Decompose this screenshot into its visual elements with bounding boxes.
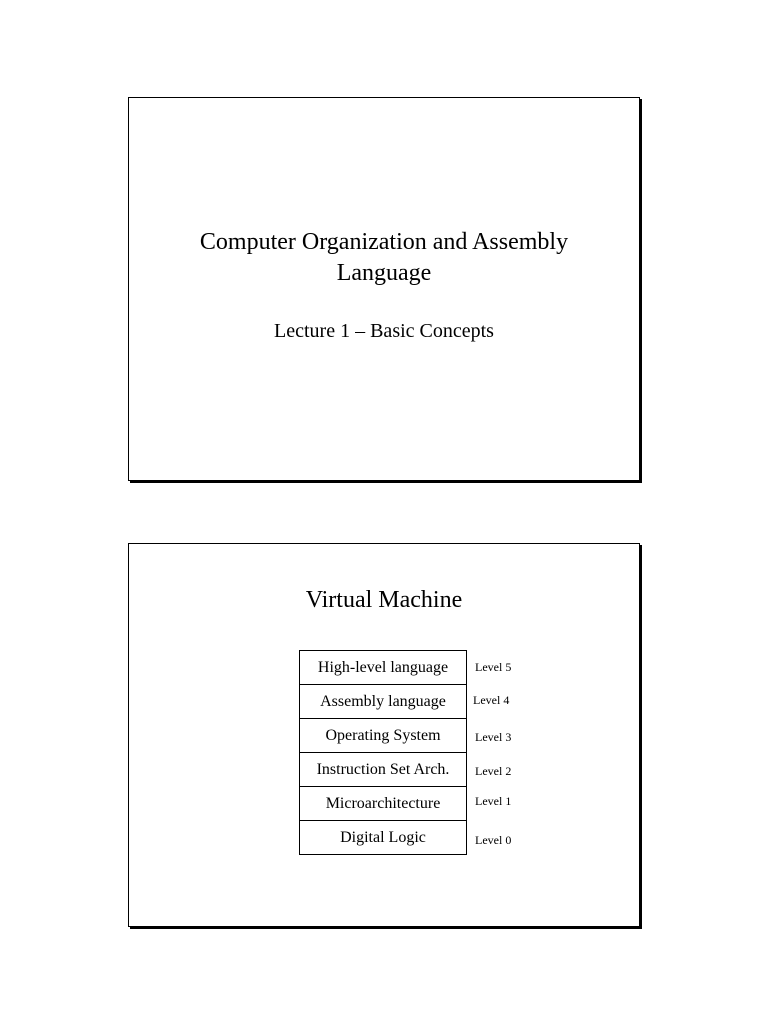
- layer-digital-logic: Digital Logic: [340, 829, 426, 846]
- level-label-2: Level 2: [475, 764, 512, 778]
- level-label-1: Level 1: [475, 794, 512, 808]
- virtual-machine-stack: [299, 650, 467, 855]
- slide-1: [128, 97, 640, 481]
- title-line-2: Language: [336, 260, 432, 286]
- level-label-0: Level 0: [475, 833, 512, 847]
- layer-high-level-language: High-level language: [300, 651, 466, 685]
- level-label-4: Level 4: [473, 693, 510, 707]
- layer-operating-system: Operating System: [300, 719, 466, 753]
- layer-instruction-set-arch: Instruction Set Arch.: [300, 753, 466, 787]
- level-label-3: Level 3: [475, 730, 512, 744]
- layer-microarchitecture: Microarchitecture: [300, 787, 466, 821]
- title-line-1: Computer Organization and Assembly: [199, 229, 569, 255]
- slide-title: Virtual Machine: [305, 587, 463, 613]
- slide-title: [129, 227, 639, 289]
- layer-assembly-language: Assembly language: [300, 685, 466, 719]
- slide-2: [128, 543, 640, 927]
- level-label-5: Level 5: [475, 660, 512, 674]
- slide-subtitle: Lecture 1 – Basic Concepts: [274, 320, 494, 342]
